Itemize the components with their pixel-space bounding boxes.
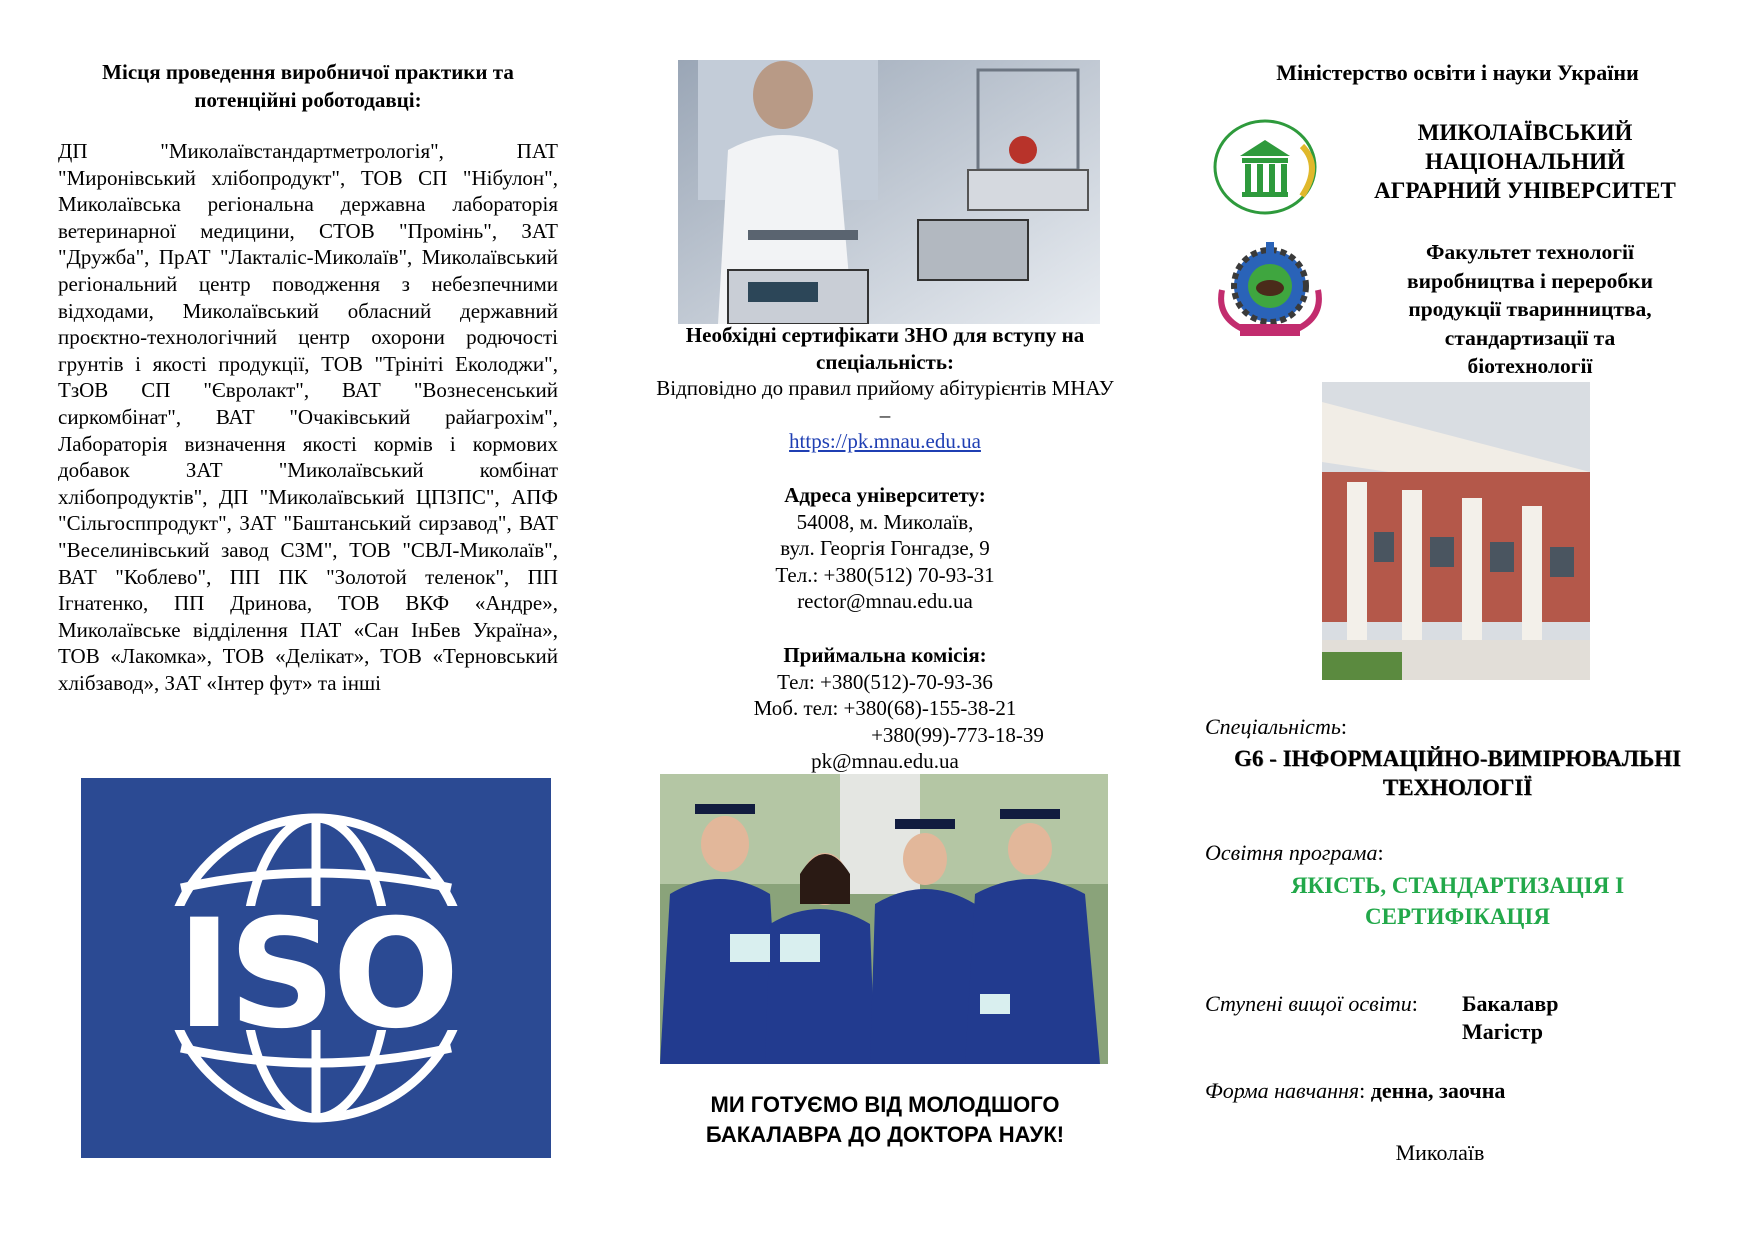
- faculty-logo: [1210, 240, 1330, 340]
- degree-bachelor: Бакалавр: [1462, 991, 1559, 1016]
- lab-photo: [678, 60, 1100, 324]
- admission-mobile: Моб. тел: +380(68)-155-38-21: [753, 696, 1017, 721]
- middle-panel: [650, 0, 1120, 1241]
- degree-row: Ступені вищої освіти: Бакалавр Магістр: [1205, 991, 1559, 1044]
- address-line: 54008, м. Миколаїв,: [796, 509, 974, 534]
- slogan-line: БАКАЛАВРА ДО ДОКТОРА НАУК!: [705, 1122, 1065, 1147]
- iso-logo-text: ISO: [176, 888, 456, 1062]
- address-title: Адреса університету:: [784, 483, 986, 507]
- specialty-label: Спеціальність: [1205, 714, 1341, 739]
- slogan-line: МИ ГОТУЄМО ВІД МОЛОДШОГО: [710, 1092, 1060, 1117]
- study-form-label: Форма навчання: [1205, 1078, 1360, 1103]
- university-name-line: МИКОЛАЇВСЬКИЙ: [1417, 120, 1633, 145]
- program-label: Освітня програма: [1205, 840, 1378, 865]
- university-name-line: НАЦІОНАЛЬНИЙ: [1425, 149, 1625, 174]
- address-phone: Тел.: +380(512) 70-93-31: [775, 562, 995, 587]
- admission-title: Приймальна комісія:: [783, 643, 987, 667]
- faculty-emblem-icon: [1210, 240, 1330, 340]
- specialty-label-row: Спеціальність:: [1205, 714, 1347, 739]
- address-section: [650, 482, 1120, 615]
- admission-phone: Тел: +380(512)-70-93-36: [777, 669, 993, 694]
- admission-link[interactable]: https://pk.mnau.edu.ua: [789, 429, 981, 454]
- admission-section: [650, 642, 1120, 775]
- address-email: rector@mnau.edu.ua: [797, 589, 973, 614]
- study-form-row: Форма навчання: денна, заочна: [1205, 1078, 1506, 1103]
- left-panel: [58, 0, 558, 1241]
- university-emblem-icon: [1210, 118, 1330, 216]
- faculty-name: Факультет технології виробництва і переробки продукції тваринництва, стандартизації та біотехнології: [1407, 240, 1653, 378]
- program-label-row: Освітня програма:: [1205, 840, 1384, 865]
- city-name: Миколаїв: [1395, 1140, 1485, 1165]
- certificates-section: [650, 322, 1120, 455]
- degree-master: Магістр: [1462, 1019, 1543, 1044]
- employers-list: ДП "Миколаївстандартметрологія", ПАТ "Миронівський хлібопродукт", ТОВ СП "Нібулон", Миколаївська регіональна державна лабораторія ветеринарної медицини, СТОВ "Промінь", ЗАТ "Дружба", ПрАТ "Лакталіс-Миколаїв", Миколаївський регіональний центр поводження з небезпечними відходами, Миколаївський обласний державний проєктно-технологічний центр охорони родючості грунтів і якості продукції, ТОВ "Трініті Еколоджи", ТзОВ СП "Євролакт", ВАТ "Вознесенський сиркомбінат", ВАТ "Очаківський райагрохім", Лабораторія визначення якості кормів і кормових добавок ЗАТ "Миколаївський комбінат хлібопродуктів", ДП "Миколаївський ЦПЗПС", АПФ "Сільгосппродукт", ЗАТ "Баштанський сирзавод", ВАТ "Веселинівський завод СЗМ", ТОВ "СВЛ-Миколаїв", ВАТ "Коблево", ПП ПК "Золотой теленок", ПП Ігнатенко, ПП Дринова, ТОВ ВКФ «Андре», Миколаївське відділення ПАТ «Сан ІнБев Україна», ТОВ «Лакомка», ТОВ «Делікат», ТОВ «Терновський хлібзавод», ЗАТ «Інтер фут» та інші: [58, 139, 558, 695]
- practice-title: Місця проведення виробничої практики та потенційні роботодавці:: [102, 60, 514, 112]
- admission-mobile-2: +380(99)-773-18-39: [871, 722, 1044, 747]
- slogan: [650, 1090, 1120, 1150]
- graduates-photo: [660, 774, 1108, 1064]
- study-form-value: денна, заочна: [1370, 1078, 1506, 1103]
- globe-icon: [81, 778, 551, 1158]
- university-name-line: АГРАРНИЙ УНІВЕРСИТЕТ: [1374, 178, 1676, 203]
- program-value: ЯКІСТЬ, СТАНДАРТИЗАЦІЯ І СЕРТИФІКАЦІЯ: [1290, 873, 1625, 929]
- university-building-photo: [1322, 382, 1590, 680]
- address-line: вул. Георгія Гонгадзе, 9: [780, 536, 990, 561]
- university-logo: [1210, 118, 1330, 216]
- iso-logo: [81, 778, 551, 1158]
- university-name: [1355, 118, 1695, 205]
- certificates-text: Відповідно до правил прийому абітурієнтів МНАУ –: [656, 376, 1114, 427]
- certificates-title: Необхідні сертифікати ЗНО для вступу на спеціальність:: [685, 323, 1085, 374]
- degree-label: Ступені вищої освіти: [1205, 991, 1412, 1016]
- right-panel: [1205, 0, 1710, 1241]
- admission-email: pk@mnau.edu.ua: [811, 749, 959, 774]
- ministry-title: Міністерство освіти і науки України: [1276, 60, 1639, 85]
- specialty-value: G6 - ІНФОРМАЦІЙНО-ВИМІРЮВАЛЬНІ ТЕХНОЛОГІЇ: [1234, 746, 1681, 800]
